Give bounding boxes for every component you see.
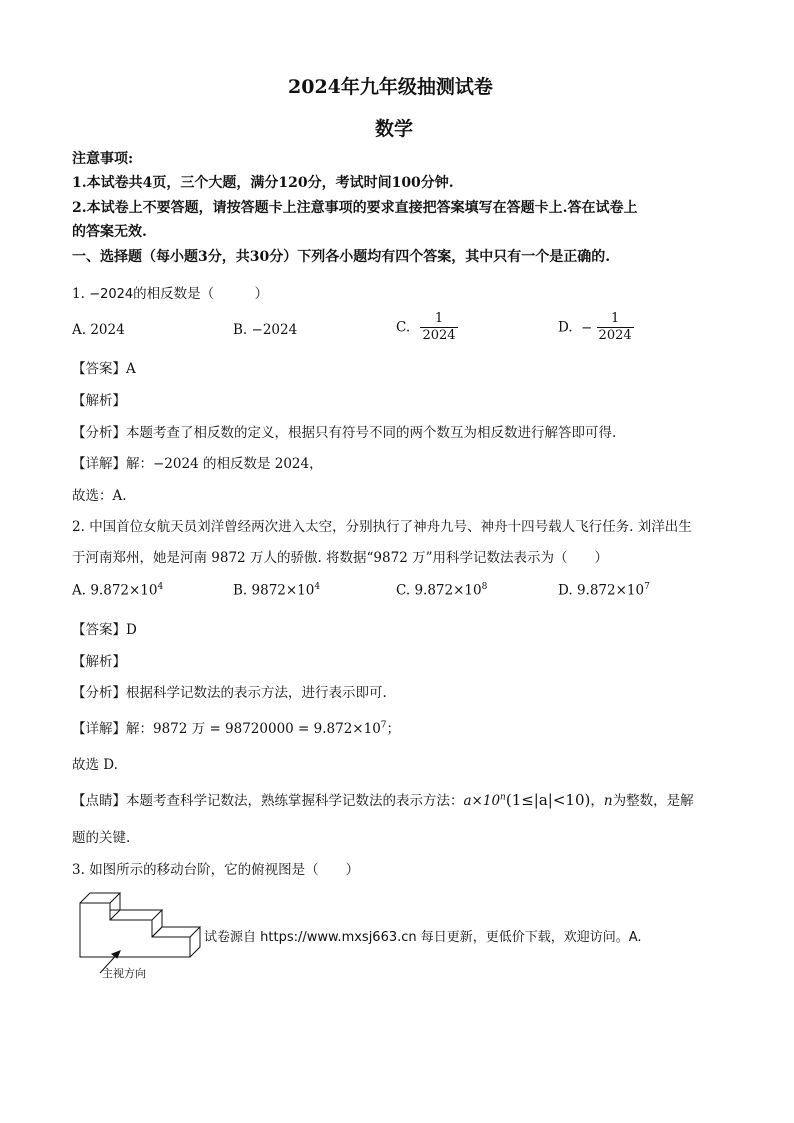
q2-analysis-tag: 【解析】 [72, 654, 126, 670]
watermark-text: 试卷源自 https://www.mxsj663.cn 每日更新，更低价下载，欢迎访问。A. [204, 930, 642, 945]
q2-fenxi: 【分析】根据科学记数法的表示方法，进行表示即可. [72, 685, 387, 701]
q2-choose: 故选 D. [72, 757, 118, 773]
q2-dianjing: 【点睛】本题考查科学记数法，熟练掌握科学记数法的表示方法：$a\times 10^n(1\le|a|<10)$，n为整数，是解 [72, 791, 694, 809]
q1-option-b: B. −2024 [233, 322, 298, 338]
notes-line-2b: 的答案无效. [72, 224, 147, 240]
q2-xiangjie: 【详解】解：9872 万 = $98720000 = 9.872\times 10^7$； [72, 720, 401, 737]
q1-option-c: C. $\frac{1}{2024}$ [396, 311, 456, 343]
notes-heading: 注意事项: [72, 151, 134, 167]
subject-title: 数学 [375, 118, 414, 140]
q1-option-d: D. − $\frac{1}{2024}$ [558, 311, 632, 343]
q1-stem: 1. −2024的相反数是（ ） [72, 286, 269, 302]
q2-option-a: A. $9.872\times 10^4$ [72, 582, 164, 599]
q2-dianjing-cont: 题的关键. [72, 830, 131, 846]
q3-stem: 3. 如图所示的移动台阶，它的俯视图是（ ） [72, 862, 360, 878]
q1-choose: 故选：A. [72, 488, 127, 504]
q1-xiangjie: 【详解】解：−2024 的相反数是 2024， [72, 456, 323, 472]
q1-answer: 【答案】A [72, 361, 136, 377]
notes-line-1: 1.本试卷共4页，三个大题，满分120分，考试时间100分钟. [72, 175, 454, 191]
q2-option-d: D. $9.872\times 10^7$ [558, 582, 650, 599]
view-direction-label: 主视方向 [102, 967, 146, 980]
q2-stem-2: 于河南郑州，她是河南 9872 万人的骄傲. 将数据“9872 万”用科学记数法表示为（ ） [72, 550, 608, 566]
q2-option-b: B. $9872\times 10^4$ [233, 582, 321, 599]
section-heading: 一、选择题（每小题3分，共30分）下列各小题均有四个答案，其中只有一个是正确的. [72, 249, 611, 265]
q1-fenxi: 【分析】本题考查了相反数的定义，根据只有符号不同的两个数互为相反数进行解答即可得. [72, 425, 617, 441]
q1-analysis-tag: 【解析】 [72, 393, 126, 409]
q2-stem-1: 2. 中国首位女航天员刘洋曾经两次进入太空，分别执行了神舟九号、神舟十四号载人飞行任务. 刘洋出生 [72, 519, 692, 535]
q1-option-a: A. 2024 [72, 322, 125, 338]
staircase-figure [72, 885, 202, 980]
q2-option-c: C. $9.872\times 10^8$ [396, 582, 488, 599]
page-title: 2024年九年级抽测试卷 [288, 76, 493, 98]
notes-line-2a: 2.本试卷上不要答题，请按答题卡上注意事项的要求直接把答案填写在答题卡上.答在试卷上 [72, 200, 638, 216]
q2-answer: 【答案】D [72, 622, 137, 638]
